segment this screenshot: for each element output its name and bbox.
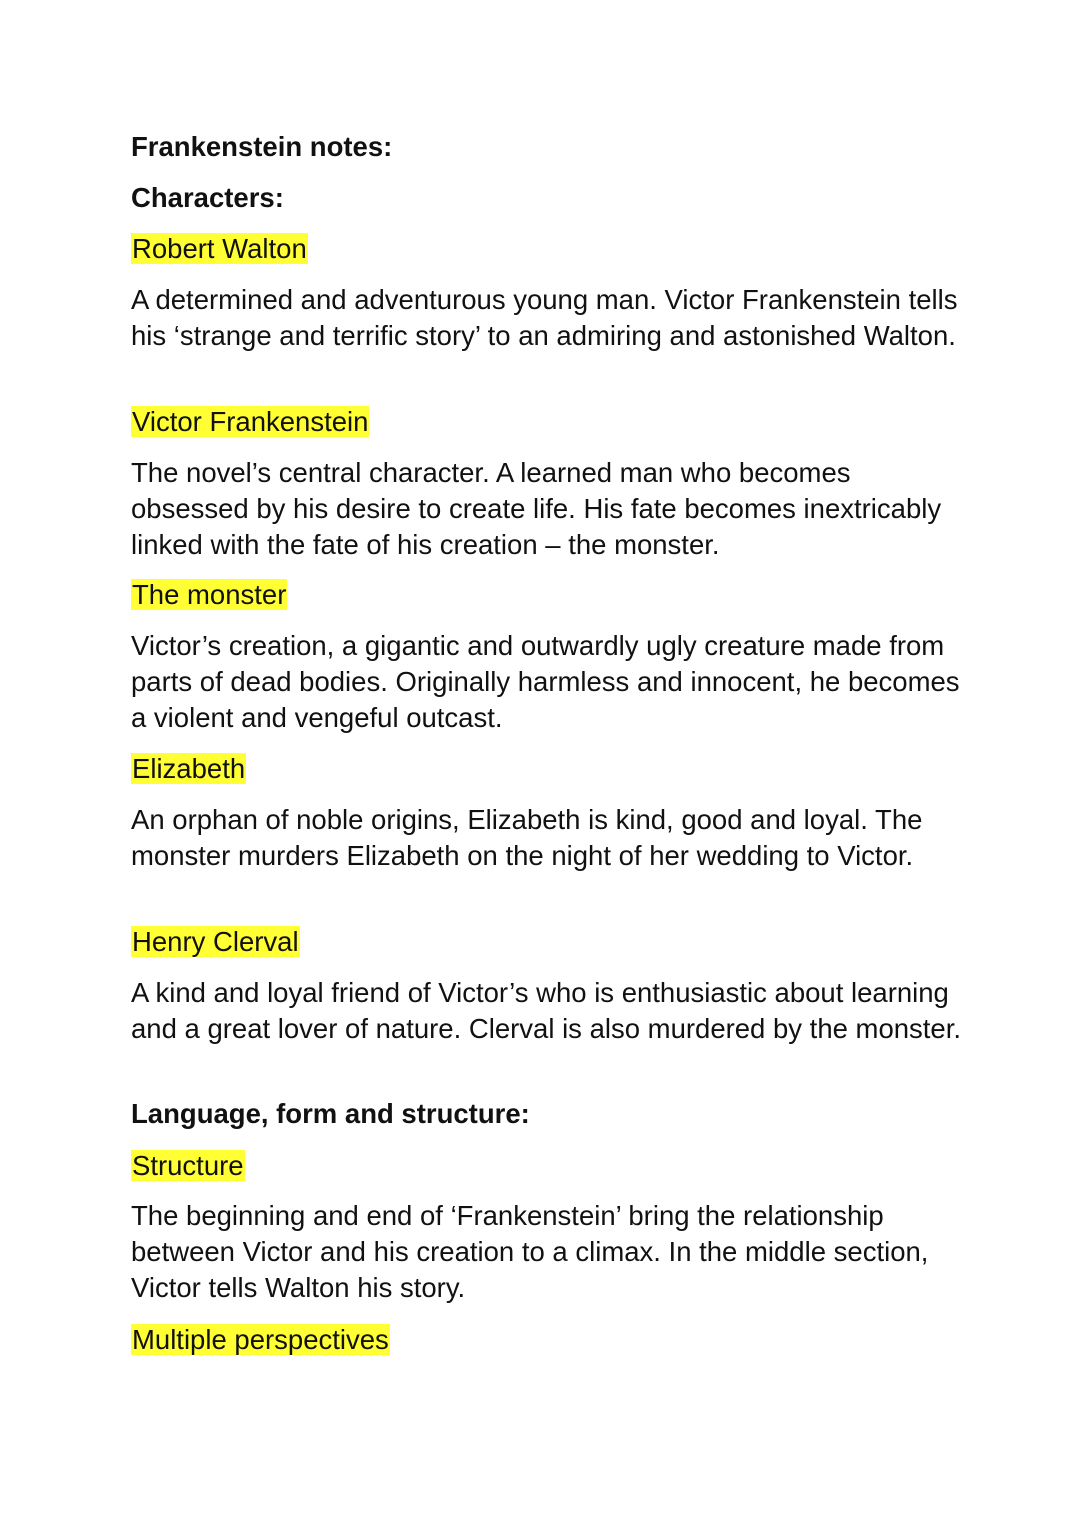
section-name-multiple-perspectives [131,1322,390,1358]
highlighted-term: Victor Frankenstein [132,406,369,437]
section-description-structure: The beginning and end of ‘Frankenstein’ bring the relationship between Victor and his creation to a climax. In the middle section, Victor tells Walton his story. [131,1200,929,1304]
highlighted-term: Multiple perspectives [132,1324,389,1355]
highlighted-term: Elizabeth [132,753,246,784]
character-name-henry-clerval [131,924,300,960]
character-name-the-monster [131,577,287,613]
character-description-elizabeth: An orphan of noble origins, Elizabeth is kind, good and loyal. The monster murders Elizabeth on the night of her wedding to Victor. [131,804,923,872]
character-description-victor-frankenstein: The novel’s central character. A learned man who becomes obsessed by his desire to create life. His fate becomes inextricably linked with the fate of his creation – the monster. [131,457,942,561]
document-page [131,0,971,1528]
section-name-structure [131,1148,245,1184]
highlighted-term: Structure [132,1150,244,1181]
character-description-henry-clerval: A kind and loyal friend of Victor’s who is enthusiastic about learning and a great lover of nature. Clerval is also murdered by the monster. [131,977,962,1045]
characters-heading: Characters: [131,182,284,213]
highlighted-term: Robert Walton [132,233,307,264]
character-name-victor-frankenstein [131,404,369,440]
character-name-elizabeth [131,751,246,787]
highlighted-term: Henry Clerval [132,926,299,957]
character-name-robert-walton [131,231,308,267]
language-heading: Language, form and structure: [131,1098,530,1129]
document-title: Frankenstein notes: [131,131,393,162]
highlighted-term: The monster [132,579,287,610]
character-description-robert-walton: A determined and adventurous young man. Victor Frankenstein tells his ‘strange and terrific story’ to an admiring and astonished Walton. [131,284,958,352]
character-description-the-monster: Victor’s creation, a gigantic and outwardly ugly creature made from parts of dead bodies. Originally harmless and innocent, he becomes a violent and vengeful outcast. [131,630,960,734]
